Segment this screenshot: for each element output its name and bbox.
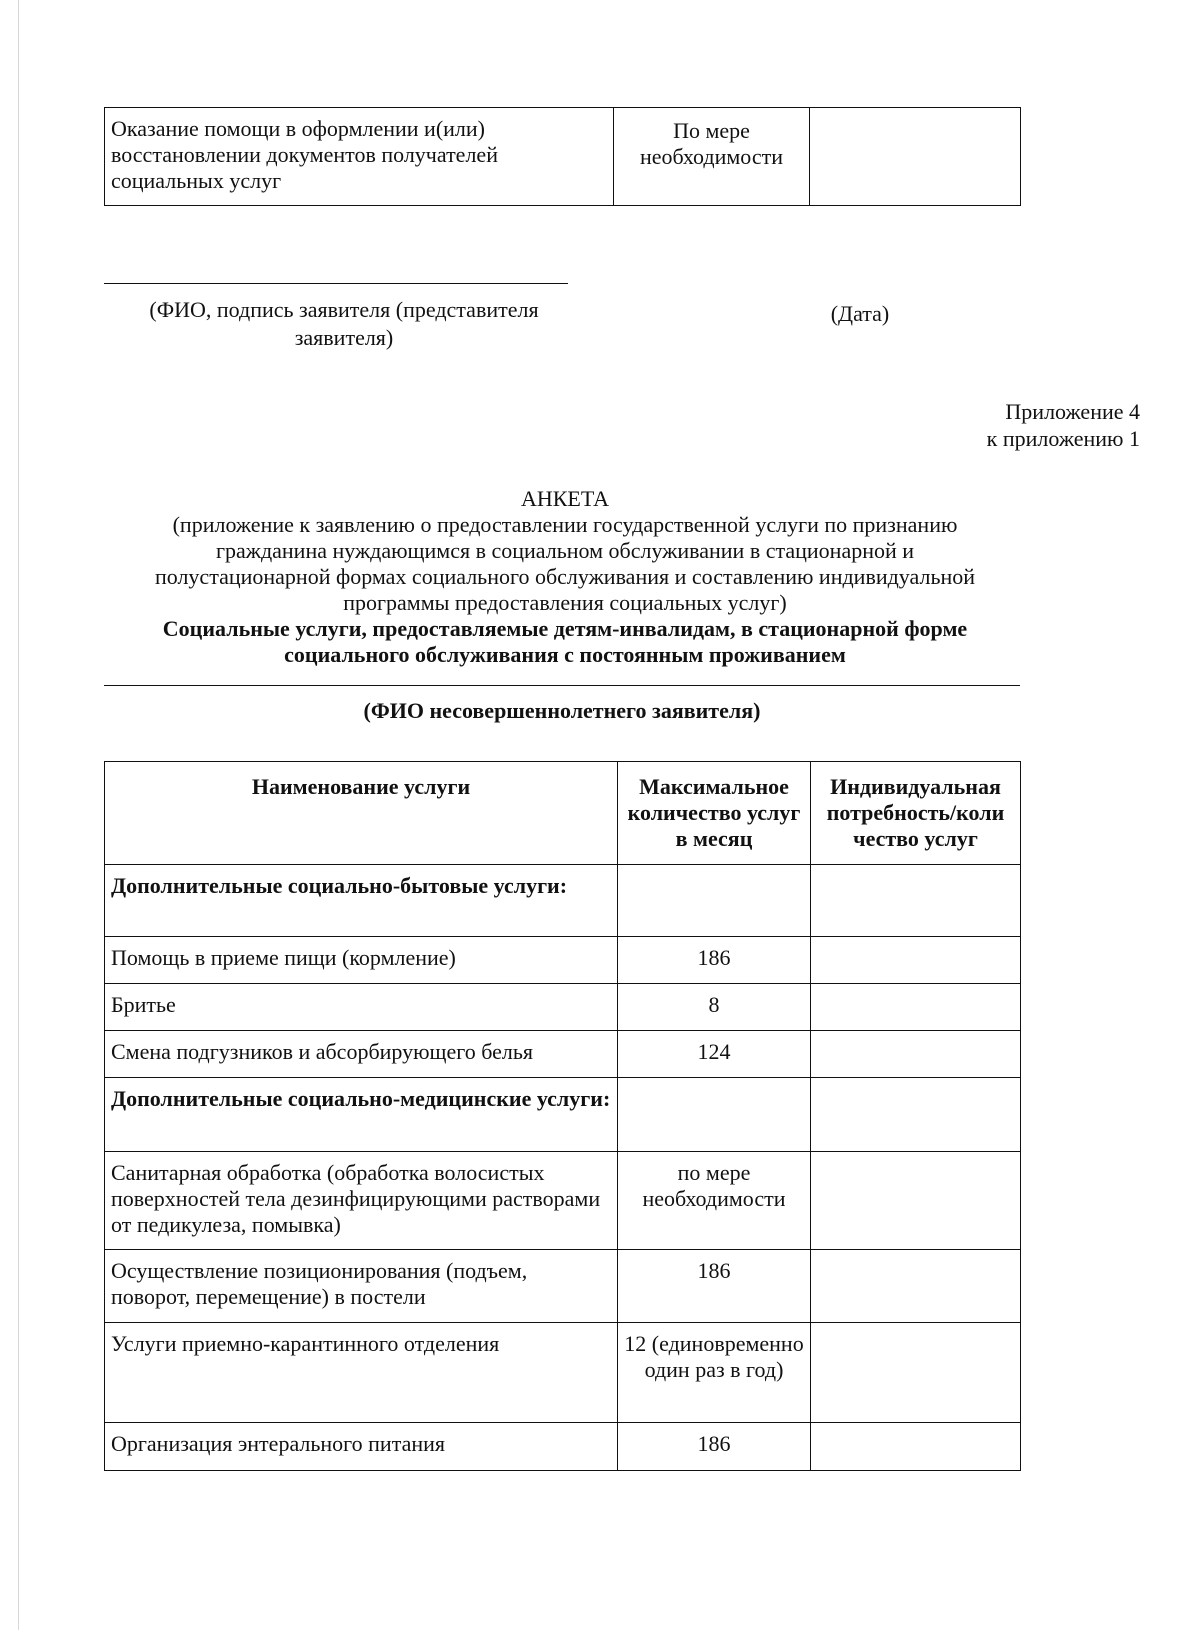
service-name: Смена подгузников и абсорбирующего белья xyxy=(105,1031,618,1078)
max-count-cell: 124 xyxy=(618,1031,811,1078)
header-max-count: Максимальное количество услуг в месяц xyxy=(618,762,811,865)
table-row xyxy=(105,1423,1021,1471)
individual-need-cell[interactable] xyxy=(811,1152,1021,1250)
table-row xyxy=(105,865,1021,937)
table-header-row xyxy=(105,762,1021,865)
header-individual-need: Индивидуальная потребность/коли чество услуг xyxy=(811,762,1021,865)
date-caption: (Дата) xyxy=(830,301,890,326)
max-count-cell xyxy=(618,865,811,937)
signature-caption: (ФИО, подпись заявителя (представителя заявителя) xyxy=(149,297,539,350)
max-count-cell: 186 xyxy=(618,1250,811,1323)
individual-need-cell[interactable] xyxy=(811,865,1021,937)
applicant-name-line[interactable] xyxy=(104,685,1020,686)
table-row xyxy=(105,108,1021,206)
service-frequency-cell: По мере необходимости xyxy=(614,108,810,206)
header-service-name: Наименование услуги xyxy=(105,762,618,865)
max-count-cell: 12 (единовременно один раз в год) xyxy=(618,1323,811,1423)
service-name: Осуществление позиционирования (подъем, поворот, перемещение) в постели xyxy=(105,1250,618,1323)
questionnaire-heading: Социальные услуги, предоставляемые детям-инвалидам, в стационарной форме социального обслуживания с постоянным проживанием xyxy=(162,616,968,667)
applicant-name-caption: (ФИО несовершеннолетнего заявителя) xyxy=(363,698,761,723)
service-need-cell[interactable] xyxy=(810,108,1021,206)
services-table xyxy=(104,761,1021,1471)
appendix-line-1: Приложение 4 xyxy=(1005,399,1140,424)
service-name: Услуги приемно-карантинного отделения xyxy=(105,1323,618,1423)
questionnaire-subtitle: (приложение к заявлению о предоставлении государственной услуги по признанию гражданина нуждающимся в социальном обслуживании в стационарной и полустационарной формах социального обслуживания и составлению индивидуальной программы предоставления социальных услуг) xyxy=(154,512,976,615)
max-count-cell xyxy=(618,1078,811,1152)
service-name: Организация энтерального питания xyxy=(105,1423,618,1471)
individual-need-cell[interactable] xyxy=(811,1250,1021,1323)
service-name: Санитарная обработка (обработка волосистых поверхностей тела дезинфицирующими растворами от педикулеза, помывка) xyxy=(105,1152,618,1250)
max-count-cell: 8 xyxy=(618,984,811,1031)
questionnaire-header xyxy=(115,486,1015,668)
max-count-cell: по мере необходимости xyxy=(618,1152,811,1250)
service-name: Бритье xyxy=(105,984,618,1031)
max-count-cell: 186 xyxy=(618,1423,811,1471)
service-name: Помощь в приеме пищи (кормление) xyxy=(105,937,618,984)
scan-edge-line xyxy=(18,0,19,1630)
individual-need-cell[interactable] xyxy=(811,984,1021,1031)
table-row xyxy=(105,937,1021,984)
table-row xyxy=(105,1250,1021,1323)
appendix-reference xyxy=(987,398,1140,452)
top-service-table xyxy=(104,107,1021,206)
individual-need-cell[interactable] xyxy=(811,1078,1021,1152)
individual-need-cell[interactable] xyxy=(811,937,1021,984)
appendix-line-2: к приложению 1 xyxy=(986,426,1140,451)
max-count-cell: 186 xyxy=(618,937,811,984)
individual-need-cell[interactable] xyxy=(811,1423,1021,1471)
table-row xyxy=(105,1031,1021,1078)
individual-need-cell[interactable] xyxy=(811,1031,1021,1078)
table-row xyxy=(105,1152,1021,1250)
service-name-cell: Оказание помощи в оформлении и(или) восстановлении документов получателей социальных услуг xyxy=(105,108,614,206)
individual-need-cell[interactable] xyxy=(811,1323,1021,1423)
questionnaire-title: АНКЕТА xyxy=(520,486,610,511)
table-row xyxy=(105,1323,1021,1423)
table-row xyxy=(105,1078,1021,1152)
section-name: Дополнительные социально-бытовые услуги: xyxy=(105,865,618,937)
table-row xyxy=(105,984,1021,1031)
signature-line[interactable] xyxy=(104,283,568,284)
section-name: Дополнительные социально-медицинские услуги: xyxy=(105,1078,618,1152)
